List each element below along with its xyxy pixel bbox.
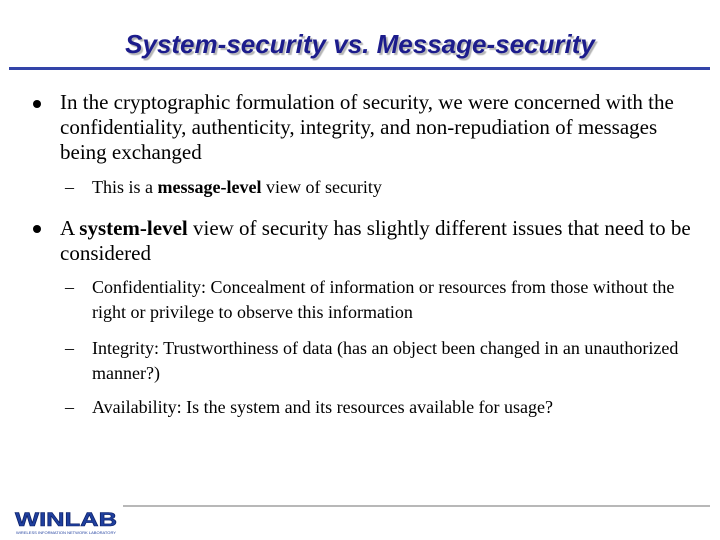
sub-bullet-dash: – [65, 177, 74, 197]
sub-text: This is a [92, 177, 158, 197]
bullet-2-sub-1: Confidentiality: Concealment of information or resources from those without the right or privilege to observe this information [92, 277, 675, 322]
bullet-2-sub-3: Availability: Is the system and its resources available for usage? [92, 397, 554, 417]
footer-divider [123, 505, 710, 507]
bullet-dot [33, 225, 41, 233]
title-underline [9, 67, 710, 70]
sub-text: view of security [261, 177, 382, 197]
bullet-1-text: In the cryptographic formulation of security, we were concerned with the confidentiality, authenticity, integrity, and non-repudiation of messages being exchanged [60, 90, 674, 164]
winlab-logo [14, 508, 118, 536]
bullet-1-sub-1 [92, 175, 692, 200]
sub-bullet-dash: – [65, 397, 74, 417]
bullet-text: A [60, 216, 80, 240]
bullet-dot [33, 100, 41, 108]
slide-title: System-security vs. Message-security [125, 29, 595, 59]
bullet-2-text [60, 216, 700, 266]
bullet-text: view of security has slightly different issues that need to be considered [60, 216, 691, 265]
bullet-bold-text: system-level [79, 216, 188, 240]
sub-bullet-dash: – [65, 277, 74, 297]
sub-bullet-dash: – [65, 338, 74, 358]
sub-bold-text: message-level [157, 177, 262, 197]
logo-tagline: WIRELESS INFORMATION NETWORK LABORATORY [16, 530, 117, 535]
logo-wordmark: WINLAB [15, 510, 117, 531]
bullet-2-sub-2: Integrity: Trustworthiness of data (has an object been changed in an unauthorized manner?) [92, 338, 679, 383]
